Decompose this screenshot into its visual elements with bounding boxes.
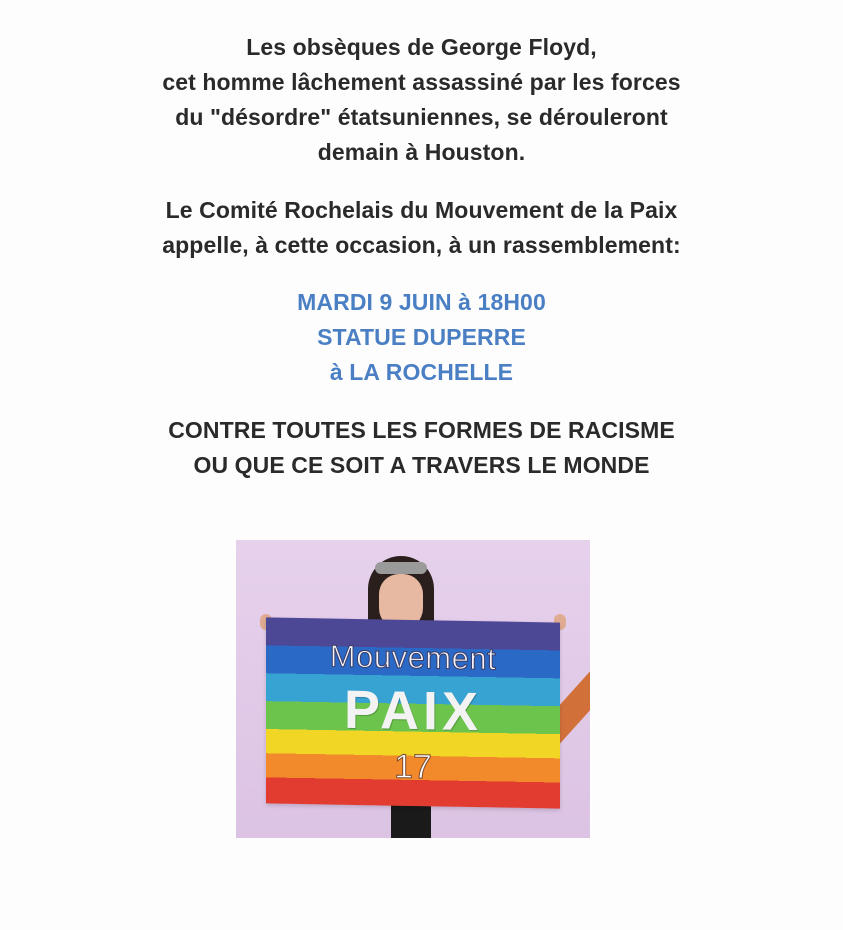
event-details — [0, 285, 843, 390]
call-paragraph — [0, 193, 843, 263]
flag-text-paix: PAIX — [343, 679, 483, 743]
rainbow-peace-flag — [266, 617, 560, 808]
person-headband — [375, 562, 427, 574]
event-city: à LA ROCHELLE — [329, 359, 514, 385]
intro-line: demain à Houston. — [317, 139, 526, 165]
slogan-line: OU QUE CE SOIT A TRAVERS LE MONDE — [193, 452, 650, 478]
event-place: STATUE DUPERRE — [317, 324, 526, 350]
intro-line: cet homme lâchement assassiné par les forces — [162, 69, 681, 95]
intro-line: du "désordre" étatsuniennes, se dérouleront — [175, 104, 668, 130]
event-date: MARDI 9 JUIN à 18H00 — [297, 289, 546, 315]
slogan-line: CONTRE TOUTES LES FORMES DE RACISME — [168, 417, 675, 443]
flag-text-17: 17 — [394, 747, 432, 787]
flag-text-mouvement: Mouvement — [329, 638, 497, 677]
intro-line: Les obsèques de George Floyd, — [246, 34, 597, 60]
call-line: appelle, à cette occasion, à un rassemblement: — [162, 232, 681, 258]
person-legs — [391, 802, 431, 838]
slogan — [0, 413, 843, 483]
call-line: Le Comité Rochelais du Mouvement de la Paix — [165, 197, 678, 223]
intro-paragraph — [0, 30, 843, 170]
peace-flag-photo — [236, 540, 590, 838]
